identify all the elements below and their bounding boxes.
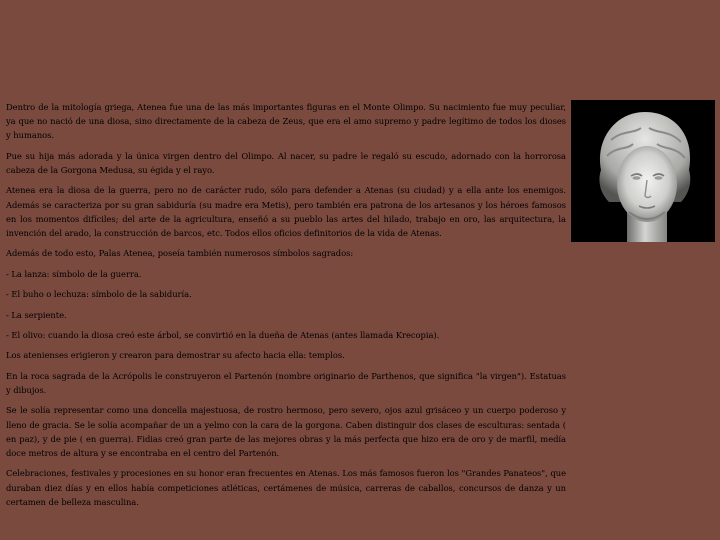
athena-bust-photo <box>571 100 715 242</box>
symbol-serpent: - La serpiente. <box>6 309 67 320</box>
paragraph-intro: Dentro de la mitología griega, Atenea fue una de las más importantes figuras en el Monte Olimpo. Su nacimiento fue muy peculiar, ya que no nació de una diosa, sino directamente de la cabeza de Zeus, que era el amo supremo y padre legítimo de todos los dioses y humanos. <box>6 102 566 141</box>
symbol-olive: - El olivo: cuando la diosa creó este árbol, se convirtió en la dueña de Atenas (antes llamada Krecopia). <box>6 329 440 340</box>
paragraph-parthenon: En la roca sagrada de la Acrópolis le construyeron el Partenón (nombre originario de Parthenos, que significa "la virgen"). Estatuas y dibujos. <box>6 370 566 395</box>
symbol-spear: - La lanza: símbolo de la guerra. <box>6 268 142 279</box>
paragraph-symbols-intro: Además de todo esto, Palas Atenea, poseía también numerosos símbolos sagrados: <box>6 248 354 259</box>
paragraph-temples: Los atenienses erigieron y crearon para demostrar su afecto hacia ella: templos. <box>6 350 345 361</box>
paragraph-daughter: Pue su hija más adorada y la única virgen dentro del Olimpo. Al nacer, su padre le regaló su escudo, adornado con la horrorosa cabeza de la Gorgona Medusa, su égida y el rayo. <box>6 150 566 175</box>
athena-bust-illustration <box>571 100 715 242</box>
paragraph-war-goddess: Atenea era la diosa de la guerra, pero no de carácter rudo, sólo para defender a Atenas (su ciudad) y a ella ante los enemigos. Además se caracteriza por su gran sabiduría (su madre era Metis), pero también era patrona de los artesanos y los héroes famosos en los momentos difíciles; del arte de la agricultura, enseñó a su pueblo las artes del hilado, trabajo en oro, las arquitectura, la invención del arado, la construcción de barcos, etc. Todos ellos oficios definitorios de la vida de Atenas. <box>6 185 566 238</box>
symbol-owl: - El buho o lechuza: símbolo de la sabiduría. <box>6 289 192 300</box>
paragraph-representation: Se le solía representar como una doncella majestuosa, de rostro hermoso, pero severo, ojos azul grisáceo y un cuerpo poderoso y lleno de gracia. Se le solía acompañar de un a yelmo con la cara de la gorgona. Caben distinguir dos clases de esculturas: sentada ( en paz), y de pie ( en guerra). Fidias creó gran parte de las mejores obras y la más perfecta que hizo era de oro y de marfil, medía doce metros de altura y se encontraba en el centro del Partenón. <box>6 405 566 458</box>
paragraph-celebrations: Celebraciones, festivales y procesiones en su honor eran frecuentes en Atenas. Los más famosos fueron los "Grandes Panateos", que duraban diez días y en ellos había competiciones atléticas, certámenes de música, carreras de caballos, concursos de danza y un certamen de belleza masculina. <box>6 468 566 507</box>
article-text <box>6 100 566 515</box>
